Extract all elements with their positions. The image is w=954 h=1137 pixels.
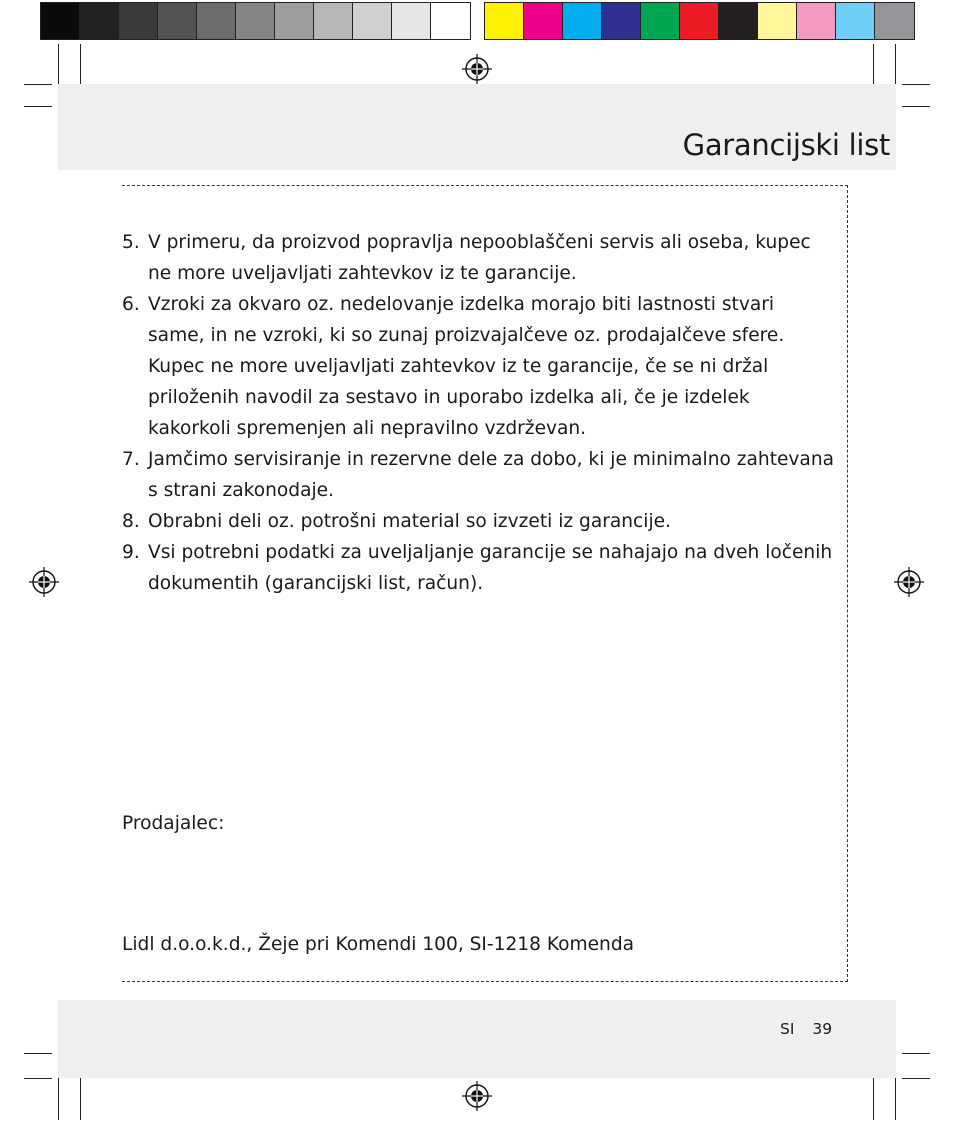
grayscale-color-bar: [40, 2, 471, 40]
process-color-bar: [484, 2, 915, 40]
cut-line-bottom: [122, 981, 848, 982]
item-number: 8.: [122, 511, 140, 532]
crop-mark: [895, 1074, 896, 1120]
color-swatch: [485, 3, 524, 39]
crop-mark: [902, 106, 930, 107]
item-number: 9.: [122, 542, 140, 563]
item-number: 5.: [122, 232, 140, 253]
registration-mark-icon: [462, 1081, 492, 1111]
crop-mark: [58, 1074, 59, 1120]
color-swatch: [314, 3, 353, 39]
color-swatch: [719, 3, 758, 39]
crop-mark: [902, 1053, 930, 1054]
color-swatch: [524, 3, 563, 39]
color-swatch: [275, 3, 314, 39]
list-item: [122, 537, 834, 599]
item-number: 6.: [122, 294, 140, 315]
crop-mark: [24, 1053, 52, 1054]
registration-mark-icon: [462, 54, 492, 84]
language-code: SI: [780, 1020, 795, 1038]
cut-line-right: [847, 185, 848, 982]
color-swatch: [797, 3, 836, 39]
item-text: Vsi potrebni podatki za uveljaljanje garancije se nahajajo na dveh ločenih dokumentih (garancijski list, račun).: [148, 542, 833, 594]
color-swatch: [758, 3, 797, 39]
color-swatch: [392, 3, 431, 39]
item-text: Jamčimo servisiranje in rezervne dele za dobo, ki je minimalno zahtevana s strani zakonodaje.: [148, 449, 835, 501]
item-number: 7.: [122, 449, 140, 470]
color-swatch: [158, 3, 197, 39]
crop-mark: [24, 84, 52, 85]
color-swatch: [875, 3, 914, 39]
page-title: Garancijski list: [682, 128, 890, 162]
color-swatch: [641, 3, 680, 39]
crop-mark: [902, 1078, 930, 1079]
page-number: 39: [812, 1020, 833, 1038]
seller-address: Lidl d.o.o.k.d., Žeje pri Komendi 100, SI-1218 Komenda: [122, 934, 635, 955]
seller-label: Prodajalec:: [122, 813, 225, 834]
color-swatch: [680, 3, 719, 39]
crop-mark: [902, 84, 930, 85]
list-item: [122, 506, 834, 537]
list-item: [122, 227, 834, 289]
item-text: Obrabni deli oz. potrošni material so izvzeti iz garancije.: [148, 511, 671, 532]
registration-mark-icon: [29, 567, 59, 597]
registration-mark-icon: [894, 567, 924, 597]
color-swatch: [236, 3, 275, 39]
color-swatch: [563, 3, 602, 39]
page-footer: [780, 1014, 832, 1044]
item-text: V primeru, da proizvod popravlja nepooblaščeni servis ali oseba, kupec ne more uveljavljati zahtevkov iz te garancije.: [148, 232, 811, 284]
crop-mark: [24, 106, 52, 107]
cut-line-top: [122, 185, 848, 186]
color-swatch: [119, 3, 158, 39]
item-text: Vzroki za okvaro oz. nedelovanje izdelka morajo biti lastnosti stvari same, in ne vzroki, ki so zunaj proizvajalčeve oz. prodajalčeve sfere. Kupec ne more uveljavljati zahtevkov iz te garancije, če se ni držal priloženih navodil za sestavo in uporabo izdelka ali, če je izdelek kakorkoli spremenjen ali nepravilno vzdrževan.: [148, 294, 785, 439]
crop-mark: [873, 1074, 874, 1120]
list-item: [122, 289, 834, 444]
list-item: [122, 444, 834, 506]
footer-band: [58, 1000, 896, 1078]
color-swatch: [431, 3, 470, 39]
color-swatch: [836, 3, 875, 39]
warranty-terms-list: [122, 227, 834, 599]
color-swatch: [197, 3, 236, 39]
color-swatch: [353, 3, 392, 39]
color-swatch: [41, 3, 80, 39]
color-swatch: [602, 3, 641, 39]
crop-mark: [24, 1078, 52, 1079]
color-swatch: [80, 3, 119, 39]
crop-mark: [80, 1074, 81, 1120]
